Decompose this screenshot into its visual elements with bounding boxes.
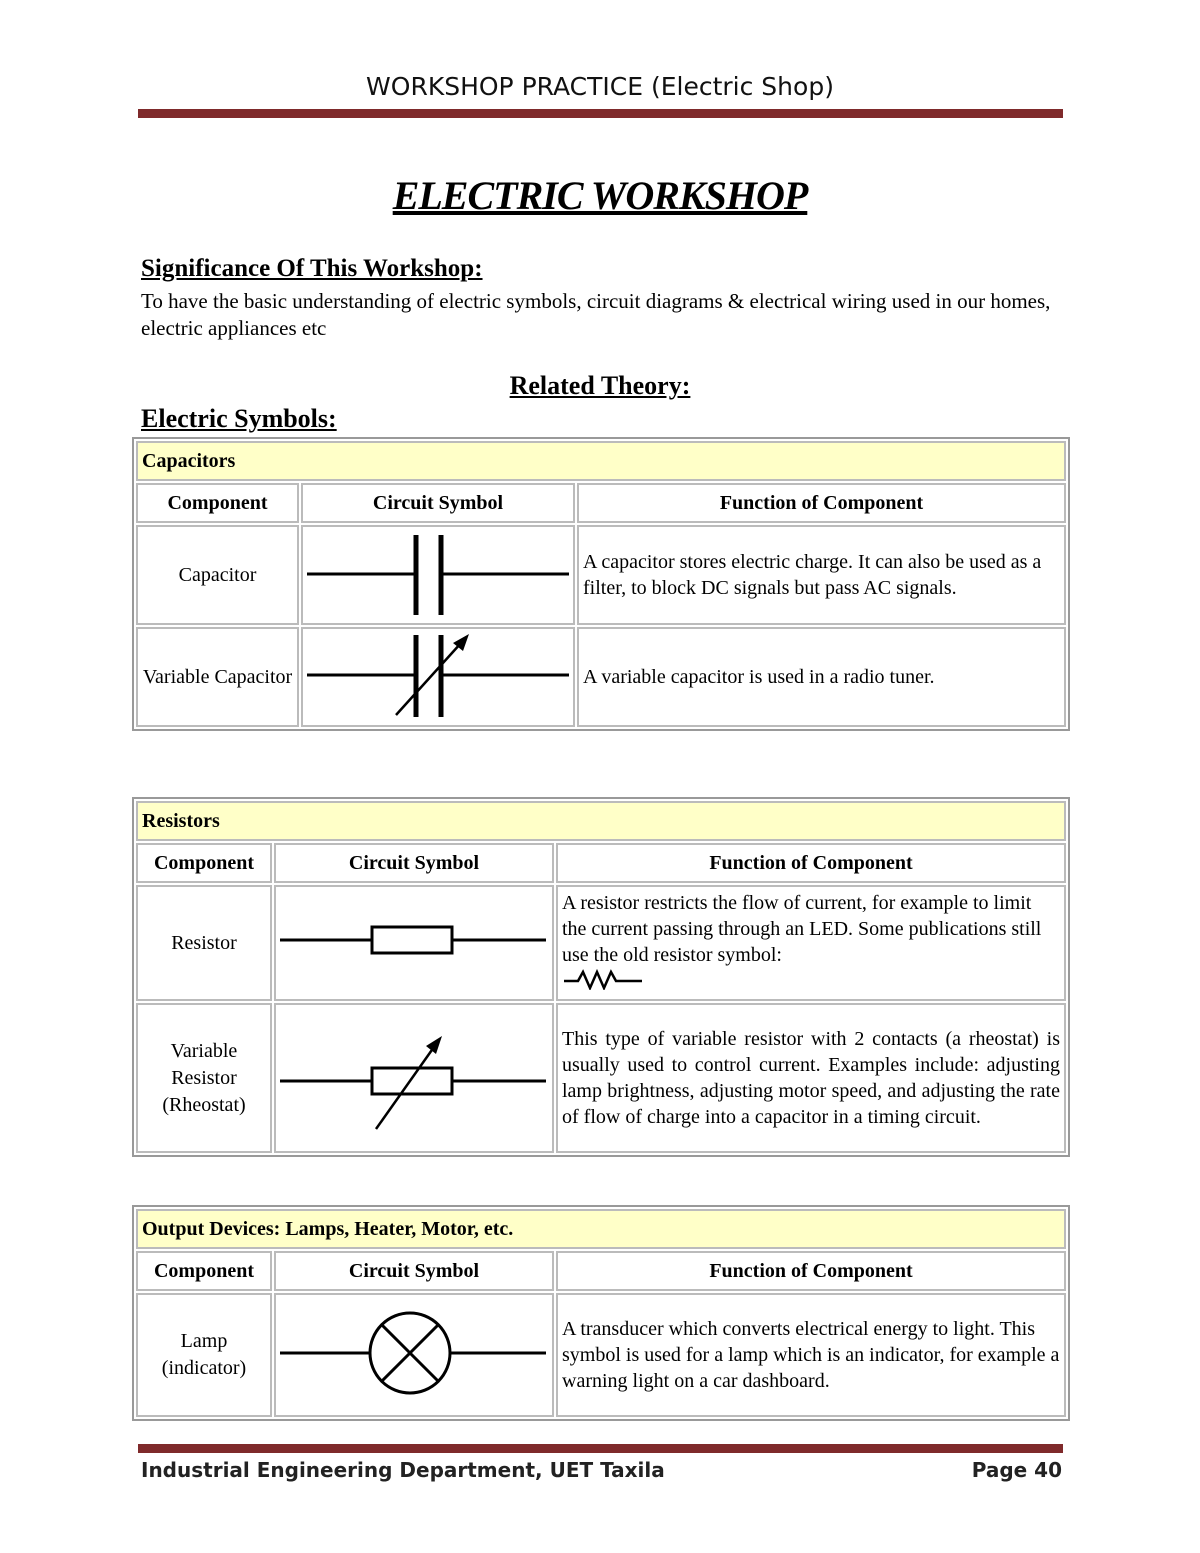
- significance-heading: Significance Of This Workshop:: [141, 255, 483, 282]
- rheostat-symbol-icon: [276, 1005, 552, 1145]
- resistors-table: [132, 797, 1070, 1157]
- output-devices-table: [132, 1205, 1070, 1421]
- table-row: [136, 1293, 1066, 1417]
- component-function: A transducer which converts electrical energy to light. This symbol is used for a lamp which is an indicator, for example a warning light on a car dashboard.: [556, 1293, 1066, 1417]
- column-header-component: Component: [136, 843, 272, 883]
- column-header-function: Function of Component: [556, 1251, 1066, 1291]
- footer-divider: [138, 1444, 1063, 1453]
- component-name: Lamp (indicator): [136, 1293, 272, 1417]
- table-row: [136, 525, 1066, 625]
- component-name: Variable Capacitor: [136, 627, 299, 727]
- footer-department: Industrial Engineering Department, UET Taxila: [141, 1458, 665, 1482]
- significance-text: To have the basic understanding of electric symbols, circuit diagrams & electrical wiring used in our homes, electric appliances etc: [141, 289, 1051, 340]
- component-name: Variable Resistor (Rheostat): [136, 1003, 272, 1153]
- column-header-component: Component: [136, 1251, 272, 1291]
- variable-capacitor-symbol-icon: [303, 629, 573, 719]
- capacitor-symbol-icon: [303, 527, 573, 617]
- table-row: [136, 885, 1066, 1001]
- component-name: Capacitor: [136, 525, 299, 625]
- related-theory-heading: Related Theory:: [509, 371, 691, 400]
- column-header-component: Component: [136, 483, 299, 523]
- page-title: ELECTRIC WORKSHOP: [392, 173, 808, 218]
- category-header: Resistors: [136, 801, 1066, 841]
- symbol-cell: [274, 885, 554, 1001]
- symbol-cell: [274, 1003, 554, 1153]
- component-name: Resistor: [136, 885, 272, 1001]
- component-function: A capacitor stores electric charge. It can also be used as a filter, to block DC signals but pass AC signals.: [577, 525, 1066, 625]
- symbol-cell: [274, 1293, 554, 1417]
- table-row: [136, 1003, 1066, 1153]
- column-header-symbol: Circuit Symbol: [274, 1251, 554, 1291]
- header-title: WORKSHOP PRACTICE (Electric Shop): [366, 72, 834, 101]
- symbol-cell: [301, 525, 575, 625]
- component-function: [556, 885, 1066, 1001]
- category-header: Output Devices: Lamps, Heater, Motor, etc.: [136, 1209, 1066, 1249]
- table-row: [136, 627, 1066, 727]
- old-resistor-zigzag-icon: [562, 968, 646, 990]
- electric-symbols-heading: Electric Symbols:: [141, 404, 337, 433]
- column-header-function: Function of Component: [577, 483, 1066, 523]
- page-number: Page 40: [971, 1458, 1062, 1482]
- component-function: This type of variable resistor with 2 contacts (a rheostat) is usually used to control current. Examples include: adjusting lamp brightness, adjusting motor speed, and adjusting the rate of flow of charge into a capacitor in a timing circuit.: [556, 1003, 1066, 1153]
- symbol-cell: [301, 627, 575, 727]
- column-header-function: Function of Component: [556, 843, 1066, 883]
- header-divider: [138, 109, 1063, 118]
- lamp-symbol-icon: [276, 1295, 552, 1409]
- capacitors-table: [132, 437, 1070, 731]
- function-text: A resistor restricts the flow of current, for example to limit the current passing through an LED. Some publications still use the old resistor symbol:: [562, 891, 1042, 966]
- column-header-symbol: Circuit Symbol: [301, 483, 575, 523]
- resistor-symbol-icon: [276, 910, 552, 970]
- component-function: A variable capacitor is used in a radio tuner.: [577, 627, 1066, 727]
- column-header-symbol: Circuit Symbol: [274, 843, 554, 883]
- category-header: Capacitors: [136, 441, 1066, 481]
